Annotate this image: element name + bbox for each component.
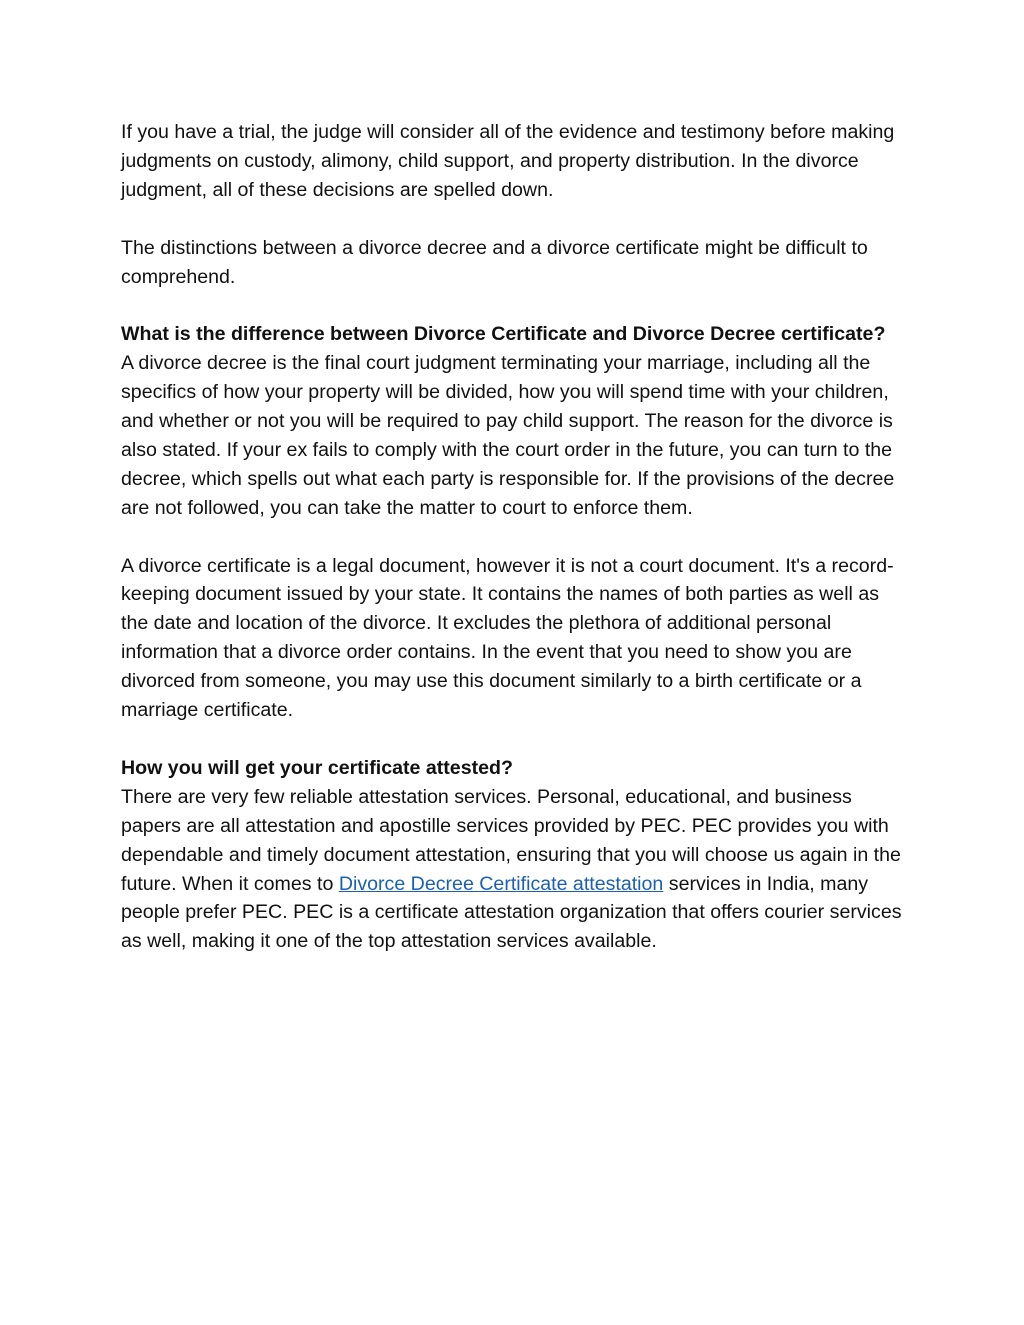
paragraph-decree: A divorce decree is the final court judgment terminating your marriage, including all the specifics of how your property will be divided, how you will spend time with your children, and whether or not you will be required to pay child support. The reason for the divorce is also stated. If your ex fails to comply with the court order in the future, you can turn to the decree, which spells out what each party is responsible for. If the provisions of the decree are not followed, you can take the matter to court to enforce them. bbox=[121, 352, 895, 519]
document-body bbox=[121, 118, 911, 956]
heading-difference: What is the difference between Divorce Certificate and Divorce Decree certificate? bbox=[121, 323, 886, 346]
paragraph-trial: If you have a trial, the judge will consider all of the evidence and testimony before making judgments on custody, alimony, child support, and property distribution. In the divorce judgment, all of these decisions are spelled down. bbox=[121, 121, 895, 201]
divorce-decree-attestation-link[interactable]: Divorce Decree Certificate attestation bbox=[338, 872, 664, 895]
paragraph-distinctions: The distinctions between a divorce decree and a divorce certificate might be difficult to comprehend. bbox=[121, 236, 868, 288]
paragraph-certificate: A divorce certificate is a legal document, however it is not a court document. It's a record-keeping document issued by your state. It contains the names of both parties as well as the date and location of the divorce. It excludes the plethora of additional personal information that a divorce order contains. In the event that you need to show you are divorced from someone, you may use this document similarly to a birth certificate or a marriage certificate. bbox=[121, 554, 894, 722]
paragraph-pec-before-link: There are very few reliable attestation services. Personal, educational, and business papers are all attestation and apostille services provided by PEC. PEC provides you with dependable and timely document attestation, ensuring that you will choose us again in the future. When it comes to bbox=[121, 785, 901, 895]
paragraph-spacer bbox=[121, 205, 911, 234]
heading-attested: How you will get your certificate attested? bbox=[121, 756, 513, 779]
paragraph-spacer bbox=[121, 523, 911, 552]
paragraph-spacer bbox=[121, 291, 911, 320]
paragraph-pec-after-link: services in India, many people prefer PEC. PEC is a certificate attestation organization that offers courier services as well, making it one of the top attestation services available. bbox=[121, 872, 902, 953]
paragraph-pec bbox=[121, 783, 911, 956]
paragraph-spacer bbox=[121, 725, 911, 754]
